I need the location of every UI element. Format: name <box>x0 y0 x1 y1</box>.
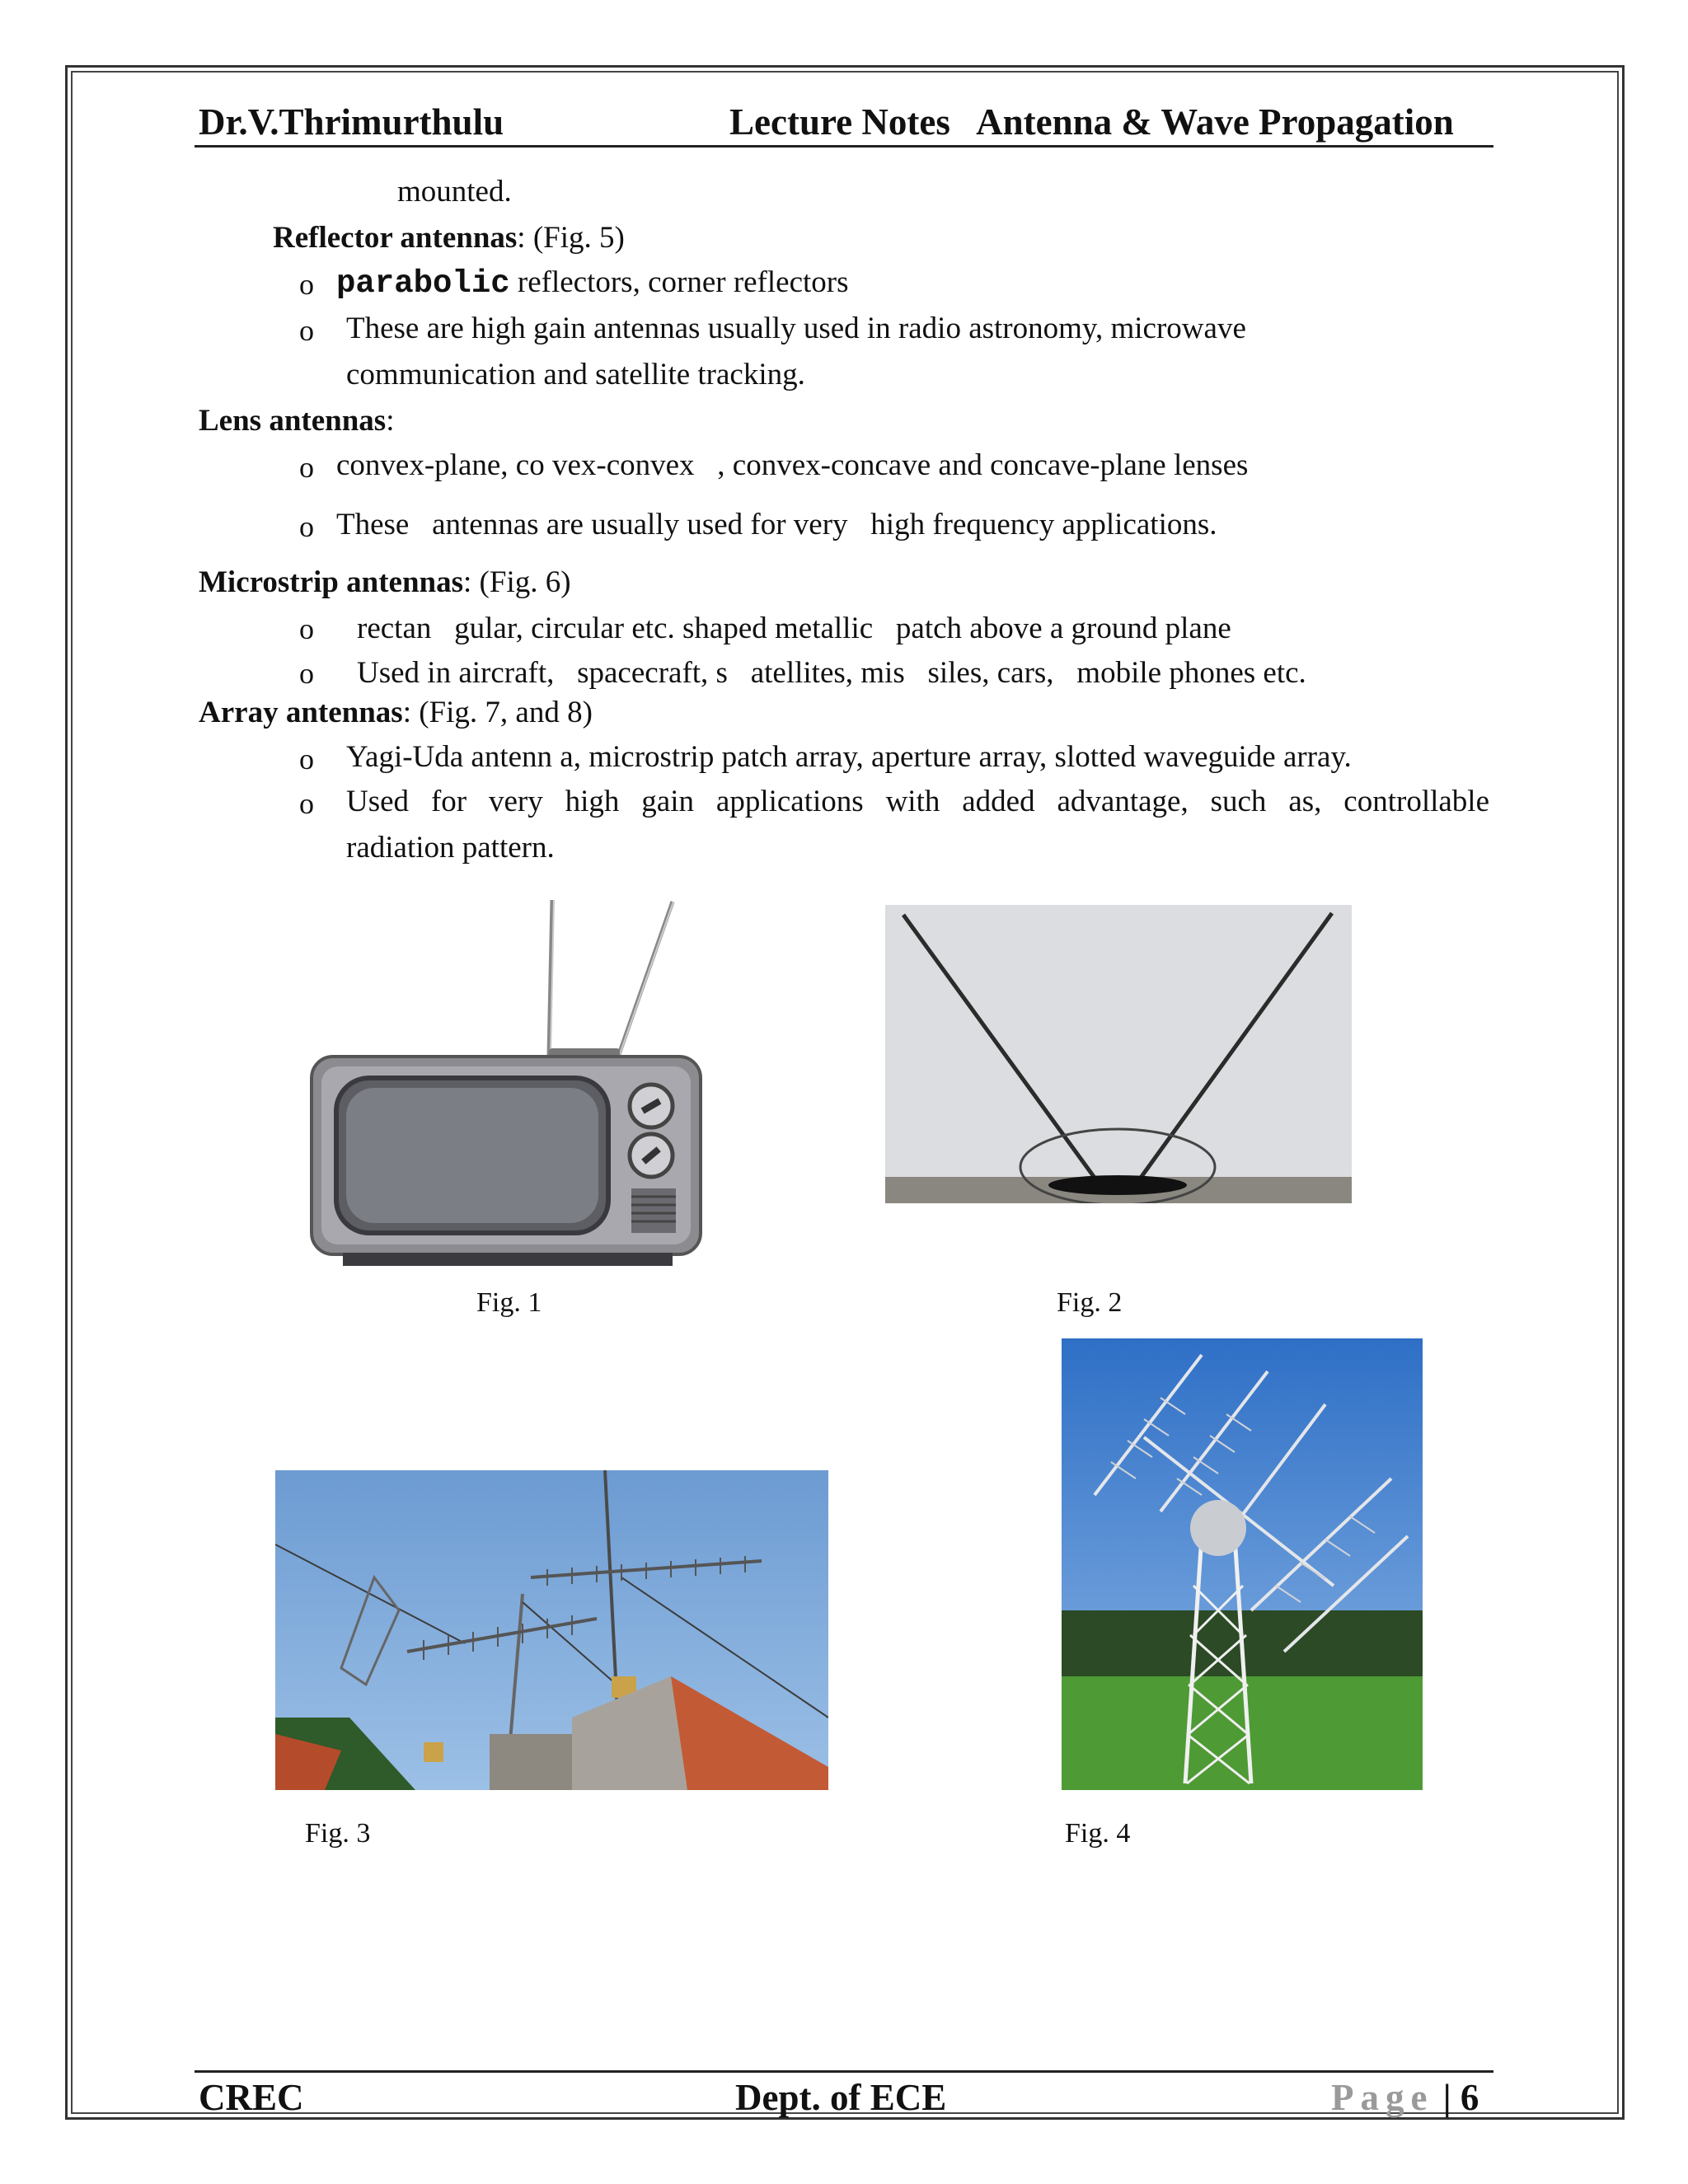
bullet-marker: o <box>299 314 314 347</box>
reflector-bullet-1-text: reflectors, corner reflectors <box>509 265 849 299</box>
array-heading: Array antennas <box>199 696 403 729</box>
microstrip-fig-ref: : (Fig. 6) <box>463 565 571 599</box>
reflector-heading-line <box>273 219 625 257</box>
fig4-caption: Fig. 4 <box>1065 1818 1131 1849</box>
fig3-rooftop-antennas-image <box>275 1470 828 1790</box>
footer-institution: CREC <box>199 2077 304 2118</box>
lens-heading: Lens antennas <box>199 404 387 438</box>
footer-rule <box>195 2070 1493 2073</box>
microstrip-bullet-1: rectan gular, circular etc. shaped metallic patch above a ground plane <box>357 612 1231 645</box>
fig1-caption: Fig. 1 <box>476 1287 542 1318</box>
parabolic-term: parabolic <box>336 265 510 302</box>
footer-department: Dept. of ECE <box>735 2077 947 2118</box>
array-fig-ref: : (Fig. 7, and 8) <box>402 696 593 729</box>
header-author: Dr.V.Thrimurthulu <box>199 101 504 143</box>
lens-bullet-1: convex-plane, co vex-convex , convex-concave and concave-plane lenses <box>336 448 1249 482</box>
bullet-marker: o <box>299 268 314 301</box>
fig4-array-tower-image <box>1062 1338 1423 1790</box>
array-bullet-1: Yagi-Uda antenn a, microstrip patch array, aperture array, slotted waveguide array. <box>346 740 1352 774</box>
reflector-fig-ref: : (Fig. 5) <box>517 221 625 255</box>
footer-page-number <box>1331 2075 1479 2120</box>
array-heading-line <box>199 694 593 732</box>
reflector-heading: Reflector antennas <box>273 221 518 255</box>
header-title: Lecture Notes Antenna & Wave Propagation <box>729 101 1454 143</box>
microstrip-bullet-2: Used in aircraft, spacecraft, s atellites, mis siles, cars, mobile phones etc. <box>357 656 1306 690</box>
text-mounted: mounted. <box>397 175 512 209</box>
fig2-caption: Fig. 2 <box>1057 1287 1123 1318</box>
header-rule <box>195 145 1493 148</box>
lens-heading-line <box>199 402 394 440</box>
reflector-bullet-2-line1: These are high gain antennas usually used in radio astronomy, microwave <box>346 312 1246 345</box>
fig3-caption: Fig. 3 <box>305 1818 371 1849</box>
bullet-marker: o <box>299 510 314 543</box>
array-bullet-2-line1: Used for very high gain applications with added advantage, such as, controllable <box>346 785 1489 818</box>
lens-bullet-2: These antennas are usually used for very high frequency applications. <box>336 508 1217 541</box>
array-bullet-2-line2: radiation pattern. <box>346 831 555 865</box>
page-border-inner <box>71 71 1619 2114</box>
footer-page-word: Page <box>1331 2077 1434 2118</box>
footer-page-sep: | <box>1433 2077 1461 2118</box>
fig1-television-image <box>305 892 706 1272</box>
bullet-marker: o <box>299 657 314 690</box>
footer-page-num: 6 <box>1460 2077 1479 2118</box>
microstrip-heading: Microstrip antennas <box>199 565 464 599</box>
bullet-marker: o <box>299 787 314 820</box>
lens-colon: : <box>386 404 395 438</box>
reflector-bullet-1 <box>336 264 849 302</box>
bullet-marker: o <box>299 612 314 645</box>
reflector-bullet-2-line2: communication and satellite tracking. <box>346 358 805 391</box>
fig2-v-antenna-image <box>885 905 1352 1203</box>
bullet-marker: o <box>299 743 314 776</box>
microstrip-heading-line <box>199 564 571 602</box>
bullet-marker: o <box>299 451 314 484</box>
